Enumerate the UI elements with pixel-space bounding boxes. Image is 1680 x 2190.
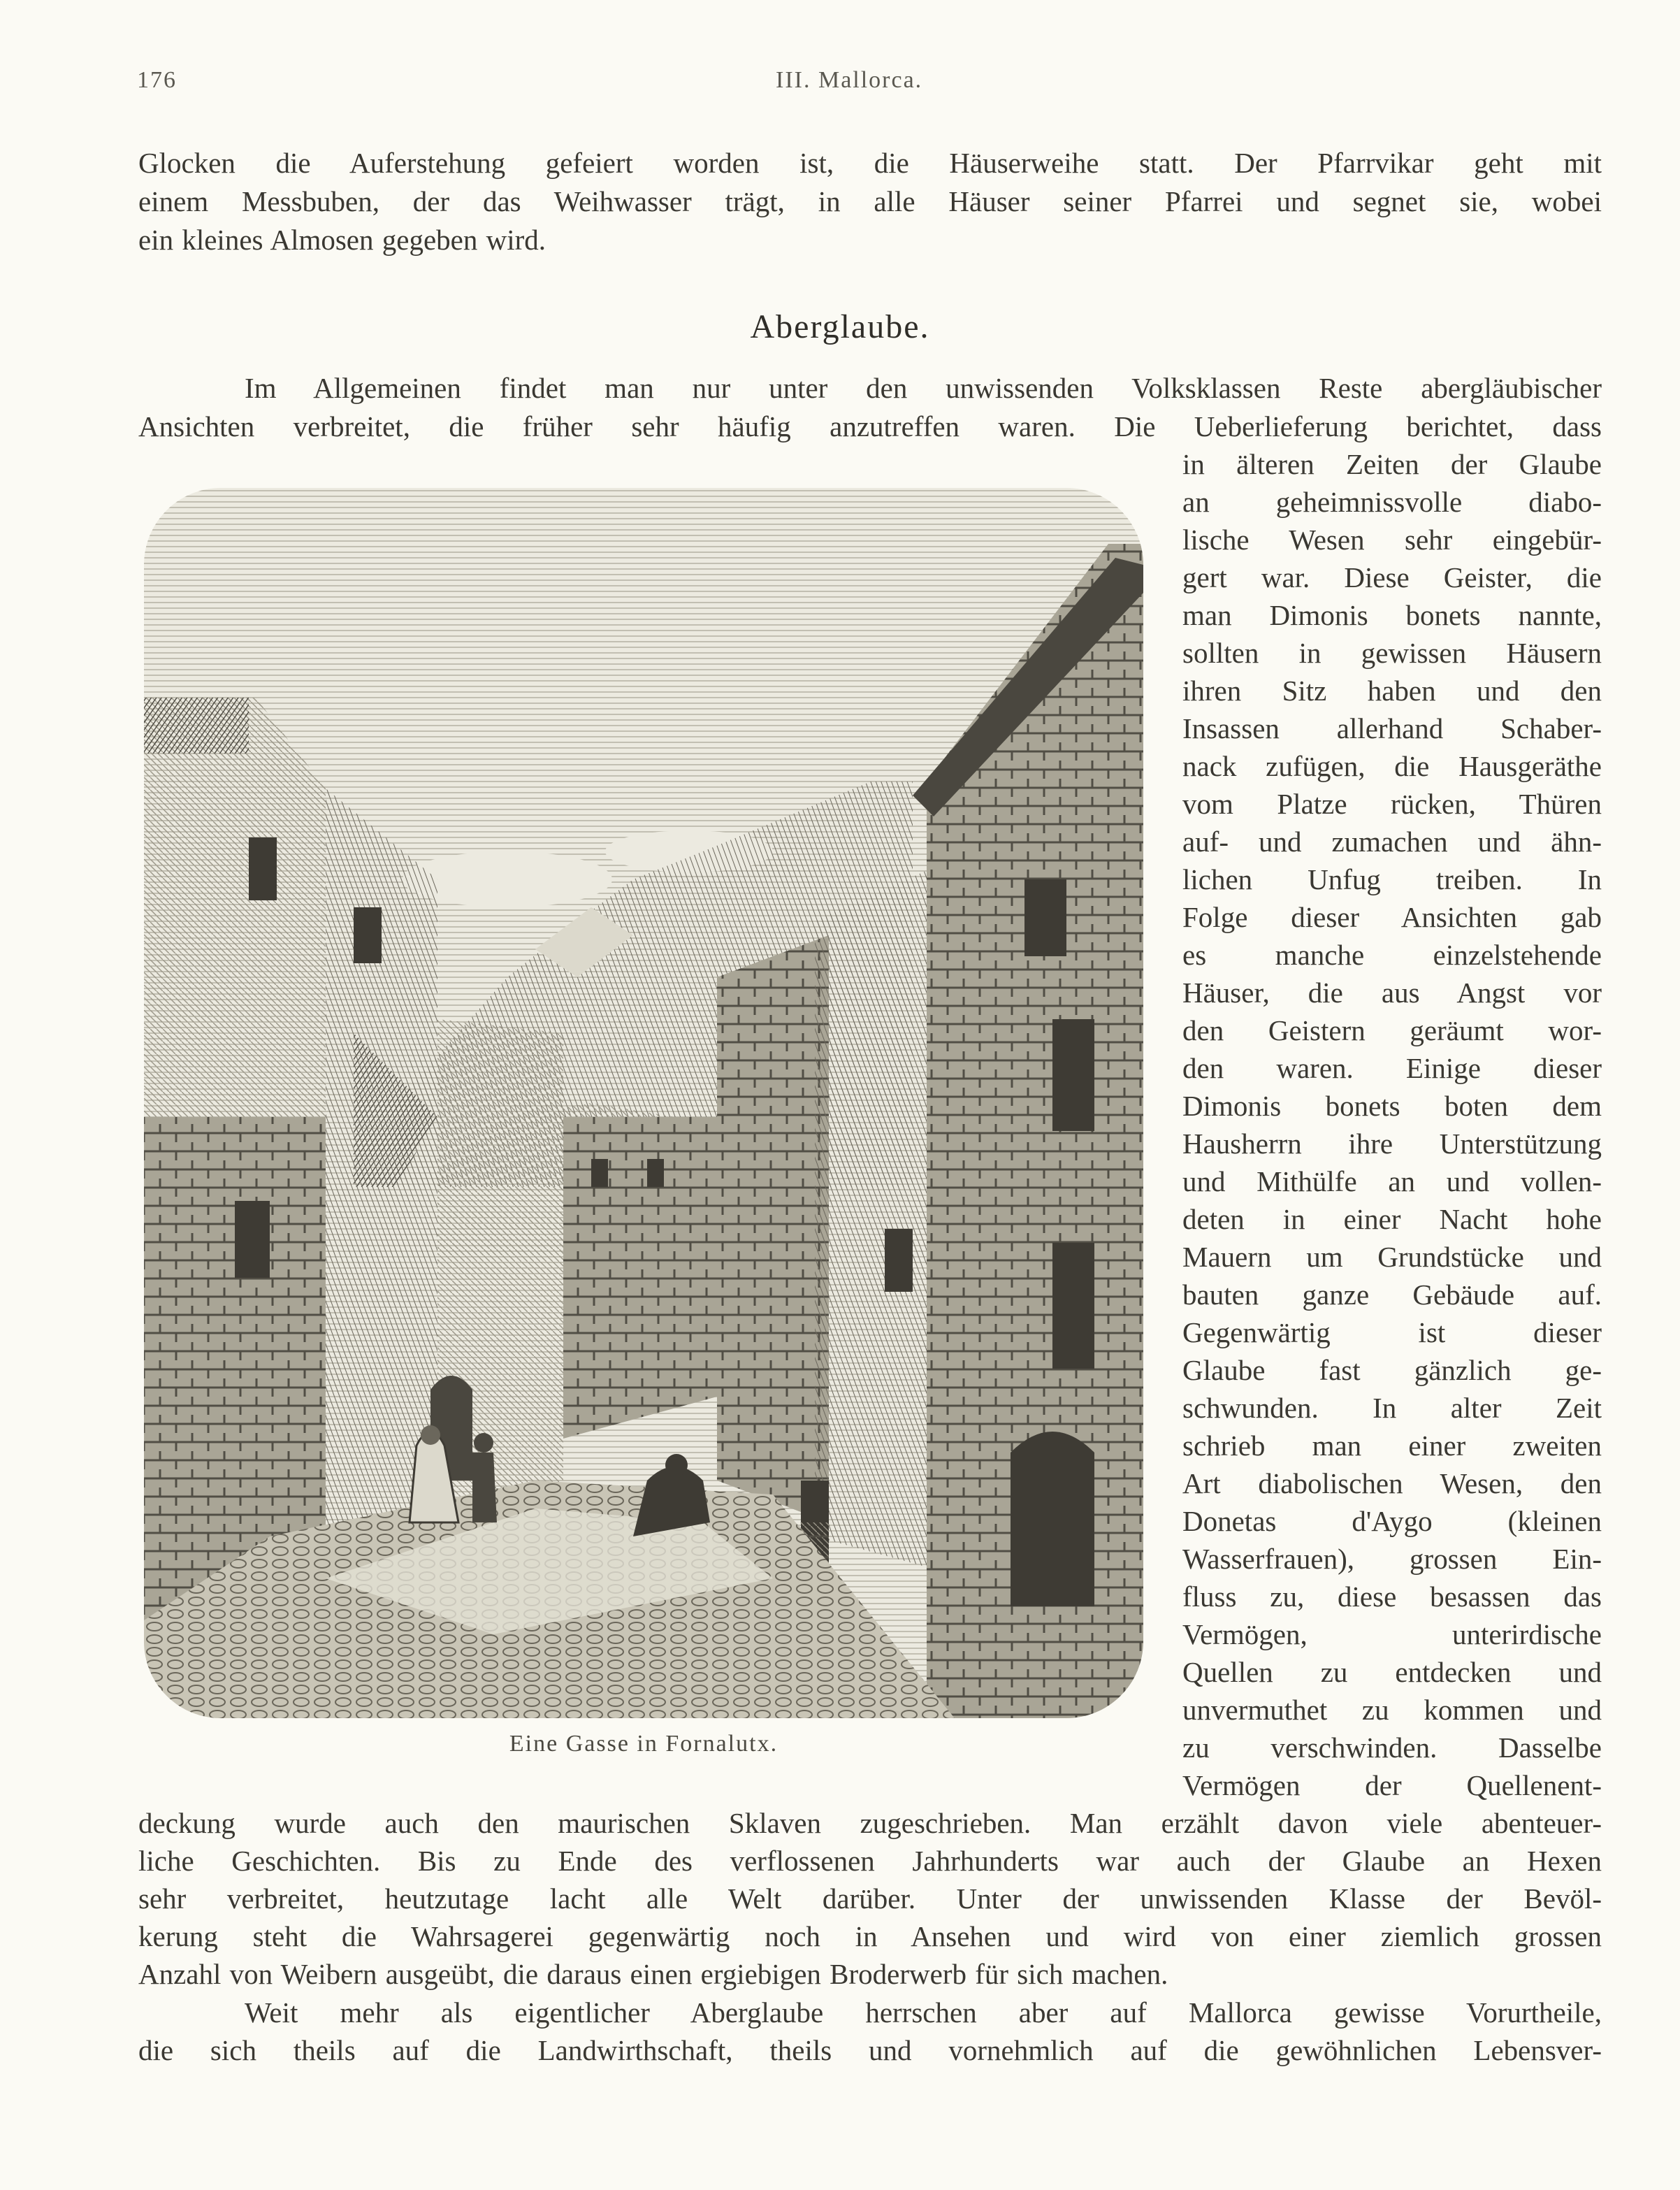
column-line: Vermögen der Quellenent-	[1182, 1769, 1602, 1801]
column-line: Folge dieser Ansichten gab	[1182, 901, 1602, 933]
intro-line: einem Messbuben, der das Weihwasser trägt, in alle Häuser seiner Pfarrei und segnet sie, wobei	[138, 185, 1602, 217]
intro-line: ein kleines Almosen gegeben wird.	[138, 224, 546, 256]
column-line: lichen Unfug treiben. In	[1182, 863, 1602, 895]
paragraph-line: liche Geschichten. Bis zu Ende des verflossenen Jahrhunderts war auch der Glaube an Hexen	[138, 1845, 1602, 1877]
column-line: schwunden. In alter Zeit	[1182, 1392, 1602, 1424]
column-line: Insassen allerhand Schaber-	[1182, 712, 1602, 744]
column-line: Mauern um Grundstücke und	[1182, 1241, 1602, 1273]
paragraph-line: Im Allgemeinen findet man nur unter den unwissenden Volksklassen Reste abergläubischer	[245, 372, 1602, 404]
page-number: 176	[137, 67, 177, 93]
column-line: Dimonis bonets boten dem	[1182, 1090, 1602, 1122]
column-line: unvermuthet zu kommen und	[1182, 1694, 1602, 1726]
column-line: Häuser, die aus Angst vor	[1182, 977, 1602, 1009]
column-line: nack zufügen, die Hausgeräthe	[1182, 750, 1602, 782]
column-line: an geheimnissvolle diabo-	[1182, 486, 1602, 518]
paragraph-line: Weit mehr als eigentlicher Aberglaube herrschen aber auf Mallorca gewisse Vorurtheile,	[245, 1996, 1602, 2029]
column-line: Quellen zu entdecken und	[1182, 1656, 1602, 1688]
intro-line: Glocken die Auferstehung gefeiert worden ist, die Häuserweihe statt. Der Pfarrvikar geht mit	[138, 147, 1602, 179]
column-line: schrieb man einer zweiten	[1182, 1429, 1602, 1462]
paragraph-line: Ansichten verbreitet, die früher sehr häufig anzutreffen waren. Die Ueberlieferung berichtet, dass	[138, 410, 1602, 442]
column-line: Wasserfrauen), grossen Ein-	[1182, 1543, 1602, 1575]
column-line: gert war. Diese Geister, die	[1182, 561, 1602, 593]
column-line: bauten ganze Gebäude auf.	[1182, 1278, 1602, 1311]
column-line: und Mithülfe an und vollen-	[1182, 1165, 1602, 1197]
column-line: Vermögen, unterirdische	[1182, 1618, 1602, 1650]
section-heading: Aberglaube.	[750, 308, 930, 345]
running-title: III. Mallorca.	[776, 67, 923, 93]
paragraph-line: Anzahl von Weibern ausgeübt, die daraus einen ergiebigen Broderwerb für sich machen.	[138, 1958, 1168, 1990]
column-line: Donetas d'Aygo (kleinen	[1182, 1505, 1602, 1537]
paragraph-line: die sich theils auf die Landwirthschaft, theils und vornehmlich auf die gewöhnlichen Lebensver-	[138, 2034, 1602, 2066]
column-line: fluss zu, diese besassen das	[1182, 1580, 1602, 1613]
column-line: zu verschwinden. Dasselbe	[1182, 1731, 1602, 1764]
column-line: Gegenwärtig ist dieser	[1182, 1316, 1602, 1348]
paragraph-line: kerung steht die Wahrsagerei gegenwärtig noch in Ansehen und wird von einer ziemlich grossen	[138, 1920, 1602, 1952]
column-line: vom Platze rücken, Thüren	[1182, 788, 1602, 820]
illustration-caption: Eine Gasse in Fornalutx.	[509, 1731, 779, 1757]
paragraph-line: deckung wurde auch den maurischen Sklaven zugeschrieben. Man erzählt davon viele abenteuer-	[138, 1807, 1602, 1839]
column-line: ihren Sitz haben und den	[1182, 675, 1602, 707]
column-line: Art diabolischen Wesen, den	[1182, 1467, 1602, 1499]
column-line: deten in einer Nacht hohe	[1182, 1203, 1602, 1235]
column-line: in älteren Zeiten der Glaube	[1182, 448, 1602, 480]
paragraph-line: sehr verbreitet, heutzutage lacht alle Welt darüber. Unter der unwissenden Klasse der Bevöl-	[138, 1882, 1602, 1915]
column-line: lische Wesen sehr eingebür-	[1182, 524, 1602, 556]
column-line: den waren. Einige dieser	[1182, 1052, 1602, 1084]
column-line: Glaube fast gänzlich ge-	[1182, 1354, 1602, 1386]
column-line: man Dimonis bonets nannte,	[1182, 599, 1602, 631]
column-line: Hausherrn ihre Unterstützung	[1182, 1128, 1602, 1160]
column-line: sollten in gewissen Häusern	[1182, 637, 1602, 669]
column-line: auf- und zumachen und ähn-	[1182, 826, 1602, 858]
column-line: es manche einzelstehende	[1182, 939, 1602, 971]
street-engraving	[144, 488, 1143, 1718]
column-line: den Geistern geräumt wor-	[1182, 1014, 1602, 1046]
